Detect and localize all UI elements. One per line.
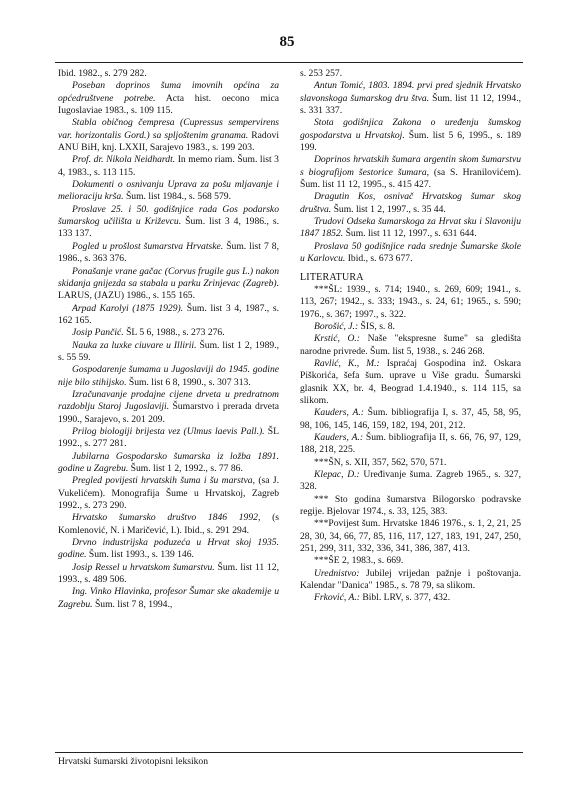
header-rule bbox=[55, 62, 523, 63]
bibliography-entry bbox=[58, 241, 279, 266]
bibliography-entry bbox=[300, 457, 521, 469]
bibliography-entry bbox=[300, 241, 521, 266]
entry-title: Pregled povijesti hrvatskih šuma i šu marstva, bbox=[72, 475, 255, 487]
bibliography-entry bbox=[58, 204, 279, 241]
bibliography-entry bbox=[300, 284, 521, 321]
bibliography-entry bbox=[58, 562, 279, 587]
entry-title: Urednistvo: bbox=[314, 567, 360, 579]
entry-title: Poseban doprinos šuma imovnih općina za općedruštvene potrebe. bbox=[58, 80, 279, 104]
bibliography-entry bbox=[58, 586, 279, 611]
bibliography-entry bbox=[58, 303, 279, 328]
entry-title: Dokumenti o osnivanju Uprava za pošu mljavanje i melioraciju krša. bbox=[58, 179, 279, 203]
bibliography-entry bbox=[300, 321, 521, 333]
entry-title: Kauders, A.: bbox=[314, 431, 364, 443]
bibliography-entry bbox=[300, 216, 521, 241]
entry-reference: ŠL 1992., s. 277 281. bbox=[58, 425, 279, 450]
entry-reference: *** Sto godina šumarstva Bilogorsko podravske regije. Bjelovar 1974., s. 33, 125, 383. bbox=[300, 493, 521, 518]
bibliography-entry bbox=[58, 512, 279, 537]
bibliography-continued bbox=[300, 68, 521, 266]
entry-reference: ŠIS, s. 8. bbox=[358, 320, 395, 332]
entry-title: Doprinos hrvatskih šumara argentin skom šumarstvu s biografijom šestorice šumara, bbox=[300, 154, 521, 178]
entry-reference: Uređivanje šuma. Zagreb 1965., s. 327, 328. bbox=[300, 469, 521, 493]
bibliography-entry bbox=[300, 333, 521, 358]
bibliography-entry bbox=[58, 154, 279, 179]
entry-reference: Šum. list 1993., s. 139 146. bbox=[86, 549, 194, 561]
entry-reference: Naše "ekspresne šume" sa gledišta narodne privrede. Šum. list 5, 1938., s. 246 268. bbox=[300, 333, 521, 357]
entry-title: Kauders, A.: bbox=[314, 407, 364, 419]
bibliography-entry bbox=[300, 592, 521, 604]
entry-reference: Šum. list 1984., s. 568 579. bbox=[123, 191, 231, 203]
entry-title: Gospodarenje šumama u Jugoslaviji do 1945. godine nije bilo stihijsko. bbox=[58, 364, 279, 388]
entry-reference: Šum. list 7 8, 1986., s. 363 376. bbox=[58, 240, 280, 265]
entry-reference: In memo riam. Šum. list 3 4, 1983., s. 113 115. bbox=[58, 154, 279, 178]
entry-title: Ing. Vinko Hlavinka, profesor Šumar ske akademije u Zagrebu. bbox=[58, 586, 279, 610]
entry-reference: s. 253 257. bbox=[300, 68, 343, 79]
entry-title: Trudovi Odseka šumarskoga za Hrvat sku i Slavoniju 1847 1852. bbox=[300, 216, 521, 240]
entry-title: Ravlić, K., M.: bbox=[314, 357, 380, 369]
bibliography-entry bbox=[58, 389, 279, 426]
bibliography-entry bbox=[300, 358, 521, 407]
entry-title: Ponašanje vrane gačac (Corvus frugile gus L.) nakon skidanja gnijezda sa stabala u parku Zrinjevac (Zagreb). bbox=[58, 265, 279, 289]
bibliography-entry bbox=[58, 537, 279, 562]
literature-list bbox=[300, 284, 521, 605]
bibliography-entry bbox=[58, 80, 279, 117]
entry-reference: Jubilej vrijedan pažnje i poštovanja. Kalendar "Danica" 1985., s. 78 79, sa slikom. bbox=[300, 567, 521, 592]
entry-reference: LARUS, (JAZU) 1986., s. 155 165. bbox=[58, 290, 195, 302]
entry-reference: Ibid., s. 673 677. bbox=[345, 253, 413, 265]
entry-title: Frković, A.: bbox=[314, 592, 360, 604]
entry-reference: Acta hist. oecono mica Iugoslaviae 1983., s. 109 115. bbox=[58, 92, 279, 117]
entry-reference: ŠL 5 6, 1988., s. 273 276. bbox=[123, 327, 225, 339]
literature-heading: LITERATURA bbox=[300, 271, 364, 283]
entry-reference: Ispraćaj Gospodina inž. Oskara Piškorića, šefa šum. uprave u Više gradu. Šumarski glasnik XX, br. 4, Beograd 1.4.1940., s. 114 115, sa slikom. bbox=[300, 357, 521, 406]
bibliography-entry bbox=[58, 327, 279, 339]
bibliography-entry bbox=[300, 191, 521, 216]
bibliography-entry bbox=[58, 117, 279, 154]
bibliography-entry bbox=[58, 451, 279, 476]
entry-title: Krstić, O.: bbox=[314, 333, 360, 345]
entry-reference: Šum. list 1 2, 1989., s. 55 59. bbox=[58, 339, 279, 363]
entry-title: Arpad Karolyi (1875 1929). bbox=[72, 302, 184, 314]
entry-reference: Šum. list 7 8, 1994., bbox=[92, 598, 173, 610]
entry-reference: Radovi ANU BiH, knj. LXXII, Sarajevo 1983., s. 199 203. bbox=[58, 129, 279, 154]
bibliography-entry bbox=[58, 68, 279, 80]
entry-reference: Ibid. 1982., s. 279 282. bbox=[58, 68, 147, 79]
entry-title: Pogled u prošlost šumarstva Hrvatske. bbox=[72, 240, 224, 252]
bibliography-entry bbox=[300, 68, 521, 80]
entry-reference: Šum. list 11 12, 1993., s. 489 506. bbox=[58, 561, 279, 586]
entry-title: Jubilarna Gospodarsko šumarska iz ložba 1891. godine u Zagrebu. bbox=[58, 450, 279, 474]
entry-title: Klepac, D.: bbox=[314, 469, 360, 480]
bibliography-entry bbox=[58, 266, 279, 303]
page-number: 85 bbox=[279, 34, 295, 50]
entry-reference: (sa S. Hranilovićem). Šum. list 11 12, 1995., s. 415 427. bbox=[300, 166, 521, 191]
bibliography-entry bbox=[300, 154, 521, 191]
entry-title: Dragutin Kos, osnivač Hrvatskog šumar skog društva. bbox=[300, 191, 521, 215]
entry-reference: Šum. list 3 4, 1987., s. 162 165. bbox=[58, 302, 279, 326]
entry-reference: Šum. bibliografija I, s. 37, 45, 58, 95, 98, 106, 145, 146, 159, 182, 194, 201, 212. bbox=[300, 407, 521, 431]
entry-reference: Šum. list 11 12, 1994., s. 331 337. bbox=[300, 92, 521, 117]
entry-reference: Šum. list 3 4, 1986., s. 133 137. bbox=[58, 216, 279, 240]
bibliography-entry bbox=[58, 364, 279, 389]
entry-title: Drvno industrijska poduzeća u Hrvat skoj 1935. godine. bbox=[58, 537, 279, 561]
entry-reference: Bibl. LRV, s. 377, 432. bbox=[359, 592, 451, 604]
entry-title: Prof. dr. Nikola Neidhardt. bbox=[72, 154, 176, 166]
bibliography-entry bbox=[58, 475, 279, 512]
entry-reference: Šum. bibliografija II, s. 66, 76, 97, 129, 188, 218, 225. bbox=[300, 431, 522, 456]
entry-reference: (sa J. Vukelićem). Monografija Šume u Hrvatskoj, Zagreb 1992., s. 273 290. bbox=[58, 475, 279, 512]
bibliography-entry bbox=[300, 432, 521, 457]
entry-reference: ***ŠL: 1939., s. 714; 1940., s. 269, 609; 1941., s. 113, 267; 1942., s. 333; 1943., s. 24, 61; 1965., s. 590; 1976., s. 367; 1997., s. 322. bbox=[300, 283, 521, 320]
footer-rule bbox=[55, 752, 523, 753]
entry-title: Josip Pančić. bbox=[72, 327, 124, 339]
entry-title: Proslave 25. i 50. godišnjice rada Gos podarsko šumarskog učilišta u Križevcu. bbox=[58, 203, 279, 228]
right-column bbox=[300, 68, 521, 605]
entry-reference: Šumarstvo i prerada drveta 1990., Sarajevo, s. 201 209. bbox=[58, 401, 279, 425]
bibliography-entry bbox=[300, 494, 521, 519]
entry-reference: ***ŠE 2, 1983., s. 669. bbox=[314, 555, 404, 567]
bibliography-entry bbox=[300, 518, 521, 555]
entry-title: Josip Ressel u hrvatskom šumarstvu. bbox=[72, 561, 215, 573]
entry-title: Stota godišnjica Zakona o uređenju šumskog gospodarstva u Hrvatskoj. bbox=[300, 117, 521, 141]
bibliography-entry bbox=[58, 426, 279, 451]
entry-reference: ***Povijest šum. Hrvatske 1846 1976., s. 1, 2, 21, 25 28, 30, 34, 66, 77, 85, 116, 117, 127, 183, 191, 247, 250, 251, 299, 311, 332, 336, 341, 386, 387, 413. bbox=[300, 518, 521, 555]
entry-title: Proslava 50 godišnjice rada srednje Šumarske škole u Karlovcu. bbox=[300, 240, 521, 265]
entry-reference: (s Komlenović, N. i Maričević, I.). Ibid., s. 291 294. bbox=[58, 512, 279, 536]
bibliography-entry bbox=[300, 555, 521, 567]
entry-title: Borošić, J.: bbox=[314, 320, 359, 332]
bibliography-entry bbox=[58, 179, 279, 204]
entry-title: Prilog biologiji brijesta vez (Ulmus laevis Pall.). bbox=[72, 425, 265, 437]
entry-title: Stabla običnog čempresa (Cupressus sempervirens var. horizontalis Gord.) sa spljoštenim granama. bbox=[58, 117, 279, 141]
entry-title: Nauka za luxke ciuvare u Illirii. bbox=[72, 339, 197, 351]
entry-reference: ***ŠN, s. XII, 357, 562, 570, 571. bbox=[314, 456, 447, 468]
bibliography-entry bbox=[300, 407, 521, 432]
entry-title: Hrvatsko šumarsko društvo 1846 1992, bbox=[72, 512, 261, 524]
bibliography-entry bbox=[300, 117, 521, 154]
entry-title: Antun Tomić, 1803. 1894. prvi pred sjednik Hrvatsko slavonskoga šumarskog dru štva. bbox=[300, 80, 521, 104]
entry-title: Izračunavanje prodajne cijene drveta u predratnom razdoblju Staroj Jugoslaviji. bbox=[58, 388, 279, 413]
bibliography-entry bbox=[300, 80, 521, 117]
entry-reference: Šum. list 1 2, 1992., s. 77 86. bbox=[128, 463, 243, 474]
entry-reference: Šum. list 5 6, 1995., s. 189 199. bbox=[300, 129, 522, 154]
footer-text: Hrvatski šumarski životopisni leksikon bbox=[58, 756, 209, 767]
left-column bbox=[58, 68, 279, 611]
entry-reference: Šum. list 6 8, 1990., s. 307 313. bbox=[126, 376, 251, 388]
bibliography-entry bbox=[300, 469, 521, 494]
bibliography-entry bbox=[300, 568, 521, 593]
entry-reference: Šum. list 11 12, 1997., s. 631 644. bbox=[343, 228, 477, 240]
bibliography-entry bbox=[58, 340, 279, 365]
entry-reference: Šum. list 1 2, 1997., s. 35 44. bbox=[331, 203, 446, 215]
